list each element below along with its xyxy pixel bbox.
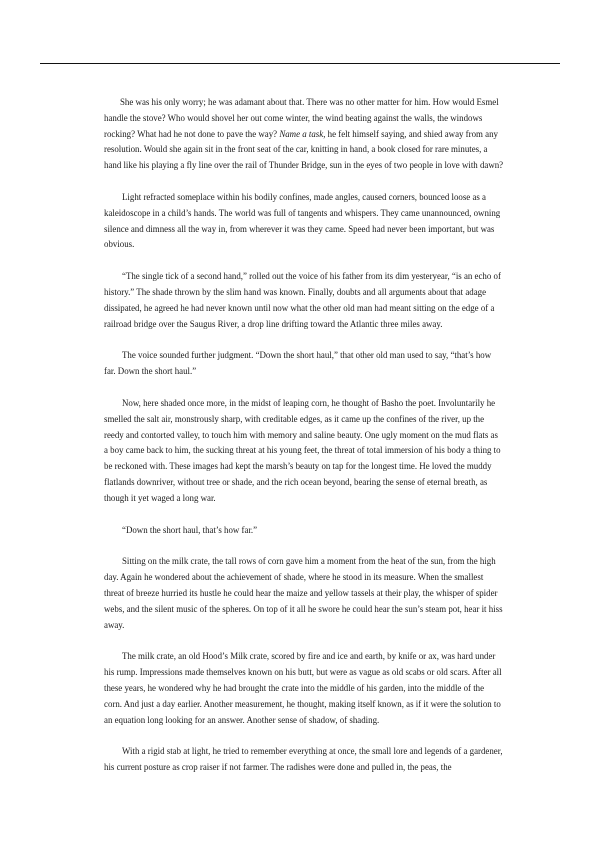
text-run: With a rigid stab at light, he tried to remember everything at once, the small lore and legends of a gardener, his current posture as crop raiser if not farmer. The radishes were done and pulled in, the peas, the	[104, 746, 503, 773]
text-run: She was his only worry; he was adamant about that. There was no other matter for him. How would Esmel handle the stove? Who would shovel her out come winter, the wind beating against the walls, the windows rocking? What had he not done to pave the way?	[104, 97, 499, 139]
text-run: Light refracted someplace within his bodily confines, made angles, caused corners, bounced loose as a kaleidoscope in a child’s hands. The world was full of tangents and whispers. They came unannounced, owning silence and dimness all the way in, from wherever it was they came. Speed had never been important, but was obvious.	[104, 191, 501, 250]
text-run: The voice sounded further judgment. “Down the short haul,” that other old man used to say, “that’s how far. Down the short haul.”	[104, 350, 492, 377]
paragraph	[104, 348, 504, 380]
paragraph	[104, 190, 504, 253]
paragraph	[104, 95, 504, 174]
text-run: “Down the short haul, that’s how far.”	[122, 524, 258, 535]
paragraph	[104, 649, 504, 728]
text-run: Now, here shaded once more, in the midst of leaping corn, he thought of Basho the poet. Involuntarily he smelled the salt air, monstrously sharp, with creditable edges, as it came up the confines of the river, up the reedy and contorted valley, to touch him with memory and saline beauty. One ugly moment on the mud flats as a boy came back to him, the sucking threat at his young feet, the threat of total immersion of his body a thing to be reckoned with. These images had kept the marsh’s beauty on tap for the longest time. He loved the muddy flatlands downriver, without tree or shade, and the rich ocean beyond, bearing the sense of eternal breath, as though it yet waged a long war.	[104, 397, 501, 503]
paragraph	[104, 269, 504, 332]
paragraph	[104, 554, 504, 633]
text-run: Sitting on the milk crate, the tall rows of corn gave him a moment from the heat of the sun, from the high day. Again he wondered about the achievement of shade, where he stood in its measure. When the smallest threat of breeze hurried its hustle he could hear the maize and yellow tassels at their play, the whisper of spider webs, and the silent music of the spheres. On top of it all he swore he could hear the sun’s steam pot, hear it hiss away.	[104, 556, 503, 630]
paragraph	[104, 744, 504, 776]
italic-text: Name a task	[279, 128, 324, 139]
header-rule	[40, 63, 560, 64]
paragraph	[104, 523, 504, 539]
text-run: “The single tick of a second hand,” rolled out the voice of his father from its dim yesteryear, “is an echo of history.” The shade thrown by the slim hand was known. Finally, doubts and all arguments about that adage dissipated, he agreed he had never known until now what the other old man had meant sitting on the edge of a railroad bridge over the Saugus River, a drop line drifting toward the Atlantic three miles away.	[104, 271, 501, 329]
text-run: The milk crate, an old Hood’s Milk crate, scored by fire and ice and earth, by knife or ax, was hard under his rump. Impressions made themselves known on his butt, but were as vague as old scabs or old scars. After all these years, he wondered why he had brought the crate into the middle of his garden, into the middle of the corn. And just a day earlier. Another measurement, he thought, making itself known, as if it were the solution to an equation long looking for an answer. Another sense of shadow, of shading.	[104, 651, 502, 725]
body-text	[104, 95, 504, 792]
text-run: , he felt himself saying, and shied away from any resolution. Would she again sit in the front seat of the car, knitting in hand, a book closed for rare minutes, a hand like his playing a fly line over the rail of Thunder Bridge, sun in the eyes of two people in love with dawn?	[104, 128, 504, 171]
paragraph	[104, 396, 504, 507]
